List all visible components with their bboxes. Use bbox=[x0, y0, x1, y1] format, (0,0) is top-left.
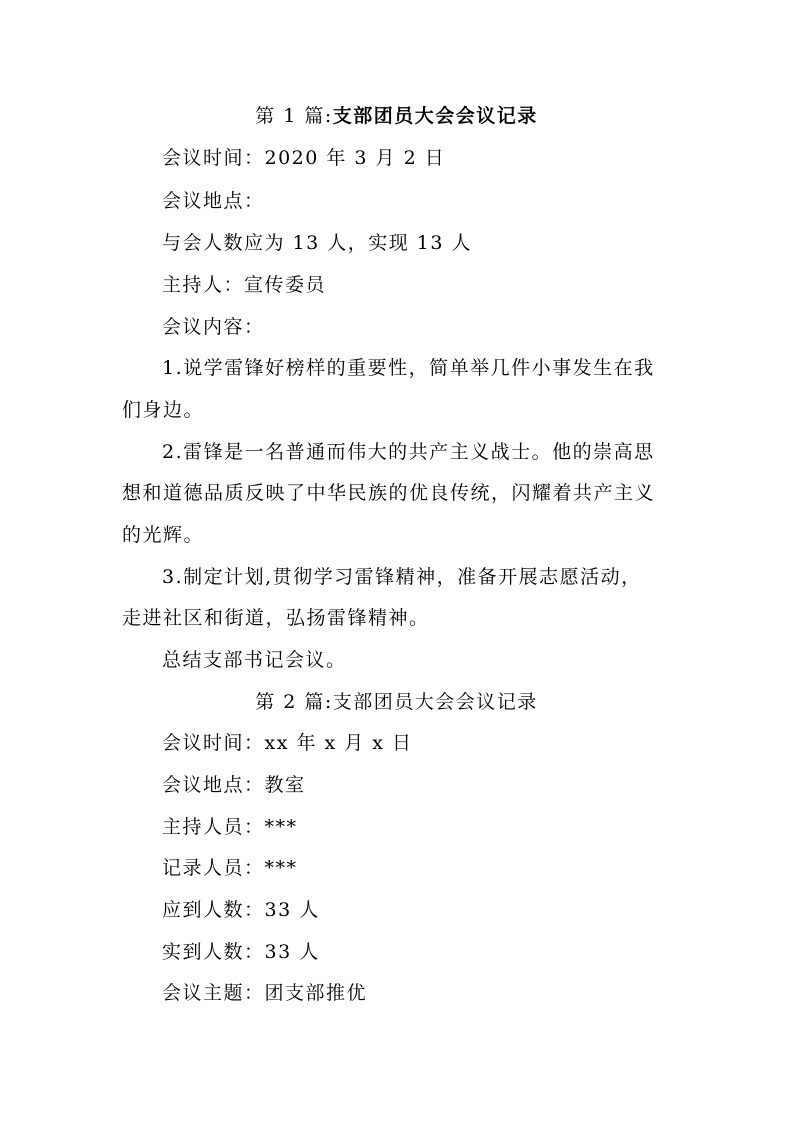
article2-meeting-place: 会议地点：教室 bbox=[162, 774, 306, 796]
article1-item1-line1: 1.说学雷锋好榜样的重要性，简单举几件小事发生在我 bbox=[162, 357, 655, 379]
article2-host: 主持人员：*** bbox=[162, 816, 298, 838]
article1-attendance: 与会人数应为 13 人，实现 13 人 bbox=[162, 232, 473, 254]
article1-item3-line1: 3.制定计划,贯彻学习雷锋精神，准备开展志愿活动， bbox=[162, 566, 642, 588]
article2-recorder: 记录人员：*** bbox=[162, 857, 298, 879]
article2-title: 第 2 篇:支部团员大会会议记录 bbox=[255, 691, 538, 713]
article2-meeting-theme: 会议主题：团支部推优 bbox=[162, 982, 368, 1004]
article1-meeting-time: 会议时间：2020 年 3 月 2 日 bbox=[162, 147, 446, 169]
article1-title bbox=[0, 104, 793, 128]
article1-meeting-place: 会议地点： bbox=[162, 190, 265, 212]
article1-item3-line2: 走进社区和街道，弘扬雷锋精神。 bbox=[122, 607, 430, 629]
article1-item1-line2: 们身边。 bbox=[122, 399, 205, 421]
article2-expected-count: 应到人数：33 人 bbox=[162, 899, 320, 921]
article1-title-prefix: 第 1 篇: bbox=[255, 105, 333, 127]
article1-content-label: 会议内容： bbox=[162, 316, 265, 338]
article2-meeting-time: 会议时间：xx 年 x 月 x 日 bbox=[162, 732, 413, 754]
article2-actual-count: 实到人数：33 人 bbox=[162, 941, 320, 963]
article1-item2-line2: 想和道德品质反映了中华民族的优良传统，闪耀着共产主义 bbox=[122, 482, 656, 504]
article1-item2-line1: 2.雷锋是一名普通而伟大的共产主义战士。他的崇高思 bbox=[162, 441, 655, 463]
article1-host: 主持人：宣传委员 bbox=[162, 274, 327, 296]
article1-title-main: 支部团员大会会议记录 bbox=[332, 105, 538, 127]
article1-item2-line3: 的光辉。 bbox=[122, 524, 205, 546]
article1-summary: 总结支部书记会议。 bbox=[162, 649, 347, 671]
